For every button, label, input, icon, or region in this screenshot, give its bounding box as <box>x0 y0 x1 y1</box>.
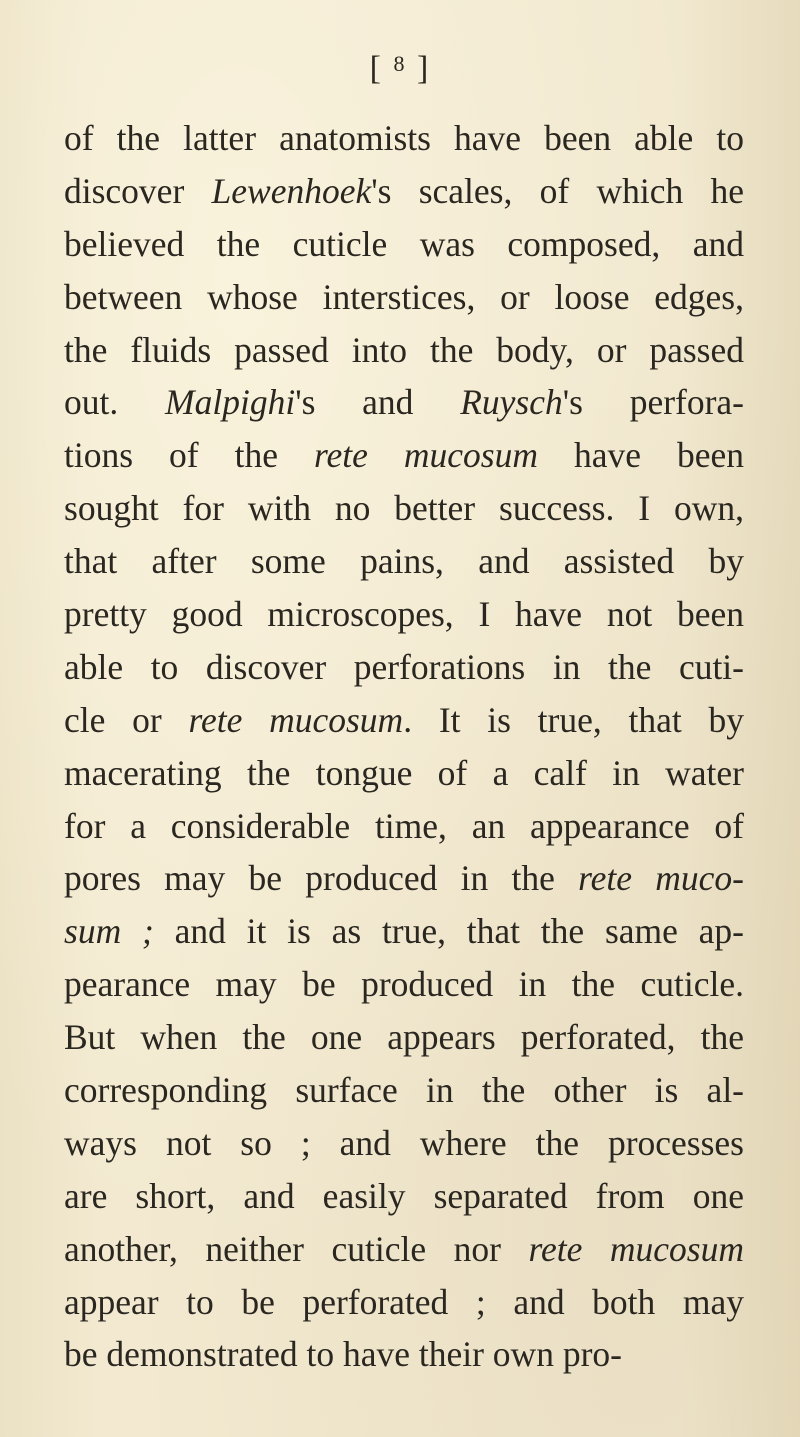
italic-term: rete mucosum <box>313 435 538 476</box>
text-line <box>64 1011 744 1064</box>
text-segment: cle or <box>64 699 189 740</box>
text-line <box>64 641 744 694</box>
text-segment: tions of the <box>64 435 314 476</box>
text-line <box>64 1170 744 1223</box>
folio-bracket-right: ] <box>417 50 431 87</box>
text-line <box>64 324 744 377</box>
text-segment: 's perfora- <box>562 382 744 423</box>
text-line <box>64 958 744 1011</box>
text-line <box>64 694 744 747</box>
italic-term: Malpighi <box>165 382 296 423</box>
text-segment: and it is as true, that the same ap- <box>153 911 745 952</box>
text-line <box>64 1328 744 1381</box>
text-segment: pretty good microscopes, I have not been <box>64 594 744 635</box>
text-line <box>64 852 744 905</box>
text-segment: ways not so ; and where the processes <box>64 1122 744 1163</box>
body-text <box>64 112 744 1381</box>
text-segment: the fluids passed into the body, or passed <box>64 329 744 370</box>
text-segment: . It is true, that by <box>403 699 744 740</box>
text-line <box>64 905 744 958</box>
text-line <box>64 1117 744 1170</box>
page-number <box>0 50 800 88</box>
text-segment: for a considerable time, an appearance of <box>64 805 744 846</box>
italic-term: rete muco- <box>578 858 745 899</box>
text-line <box>64 429 744 482</box>
italic-term: rete mucosum <box>188 699 404 740</box>
text-segment: are short, and easily separated from one <box>64 1175 744 1216</box>
italic-term: Ruysch <box>460 382 563 423</box>
text-segment: out. <box>64 382 166 423</box>
folio-bracket-left: [ <box>369 50 383 87</box>
text-line <box>64 588 744 641</box>
text-line <box>64 376 744 429</box>
text-segment: But when the one appears perforated, the <box>64 1017 744 1058</box>
text-line <box>64 271 744 324</box>
text-line <box>64 482 744 535</box>
text-segment: be demonstrated to have their own pro- <box>64 1334 622 1375</box>
text-line <box>64 800 744 853</box>
text-line <box>64 218 744 271</box>
text-segment: of the latter anatomists have been able to <box>64 118 744 158</box>
text-segment: discover <box>64 170 212 211</box>
text-line <box>64 1276 744 1329</box>
text-line <box>64 165 744 218</box>
text-line <box>64 535 744 588</box>
text-line <box>64 747 744 800</box>
text-segment: pearance may be produced in the cuticle. <box>64 964 744 1005</box>
text-segment: another, neither cuticle nor <box>64 1228 529 1269</box>
italic-term: rete mucosum <box>528 1228 744 1269</box>
text-segment: that after some pains, and assisted by <box>64 541 744 582</box>
text-segment: 's scales, of which he <box>371 170 745 211</box>
text-segment: macerating the tongue of a calf in water <box>64 752 744 793</box>
text-segment: between whose interstices, or loose edges, <box>64 276 744 317</box>
text-segment: corresponding surface in the other is al- <box>64 1070 744 1111</box>
text-line <box>64 1223 744 1276</box>
text-line <box>64 1064 744 1117</box>
text-segment: pores may be produced in the <box>64 858 579 899</box>
folio-number: 8 <box>393 51 407 76</box>
text-segment: have been <box>537 435 744 476</box>
text-segment: 's and <box>295 382 461 423</box>
text-segment: believed the cuticle was composed, and <box>64 223 744 264</box>
text-segment: appear to be perforated ; and both may <box>64 1281 744 1322</box>
italic-term: sum ; <box>64 911 154 952</box>
text-line <box>64 112 744 165</box>
italic-term: Lewenhoek <box>211 170 372 211</box>
text-segment: sought for with no better success. I own, <box>64 488 744 529</box>
text-segment: able to discover perforations in the cuti- <box>64 646 744 687</box>
